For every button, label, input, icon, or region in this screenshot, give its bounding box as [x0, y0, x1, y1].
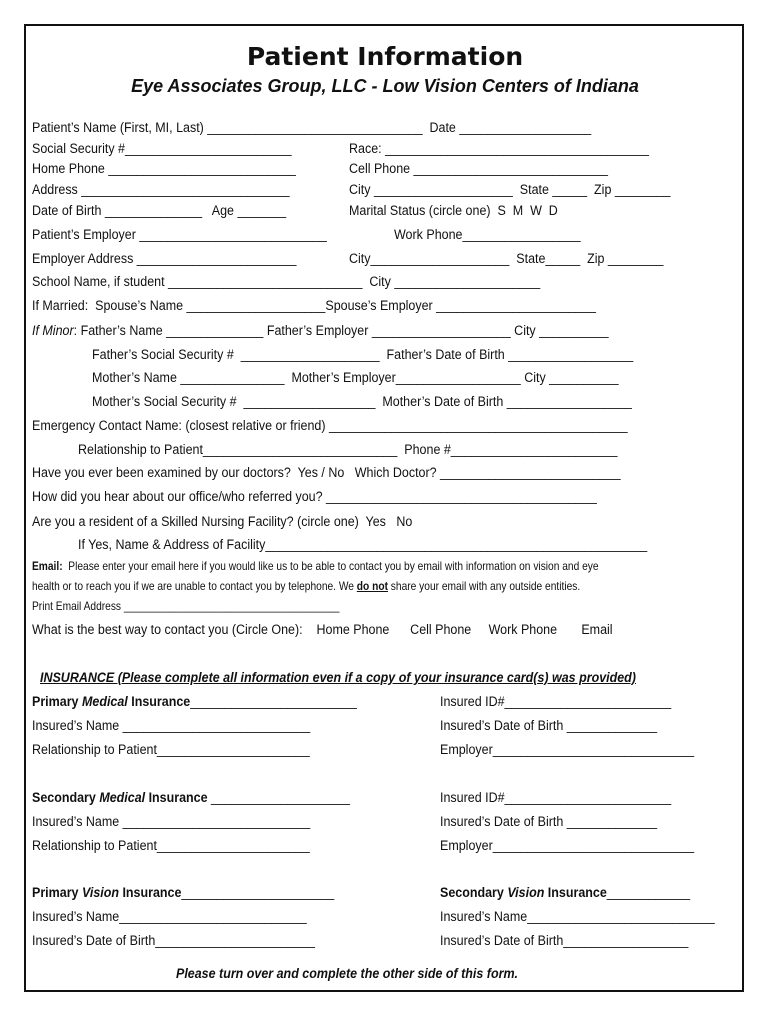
race-field[interactable]: Race: ______________________________________: [349, 141, 649, 157]
secondary-vision-suffix: Insurance: [544, 885, 607, 901]
primary-medical-insurance-field[interactable]: [32, 693, 357, 711]
insured-id-1-field[interactable]: Insured ID#________________________: [440, 694, 672, 710]
emergency-contact-field[interactable]: Emergency Contact Name: (closest relative or friend) ___________________________________________: [32, 418, 628, 434]
cell-phone-field[interactable]: Cell Phone ____________________________: [349, 161, 608, 177]
facility-field[interactable]: If Yes, Name & Address of Facility_______________________________________________________: [78, 537, 648, 553]
school-name-field[interactable]: School Name, if student ____________________________ City _____________________: [32, 274, 541, 290]
primary-vision-insurance-field[interactable]: [32, 884, 334, 902]
primary-medical-word: Medical: [81, 694, 128, 710]
mother-ssn-field[interactable]: Mother’s Social Security # ___________________ Mother’s Date of Birth __________________: [92, 394, 632, 410]
email-notice-line-2: [32, 578, 580, 596]
secondary-medical-prefix: Secondary: [32, 790, 100, 806]
insured-id-2-field[interactable]: Insured ID#________________________: [440, 790, 672, 806]
insured-dob-2-field[interactable]: Insured’s Date of Birth _____________: [440, 814, 658, 830]
insured-name-4-field[interactable]: Insured’s Name___________________________: [440, 909, 715, 925]
insured-dob-4-field[interactable]: Insured’s Date of Birth__________________: [440, 933, 689, 949]
footer-note: Please turn over and complete the other side of this form.: [176, 966, 519, 982]
patient-name-field[interactable]: Patient’s Name (First, MI, Last) _______________________________ Date ___________________: [32, 120, 592, 136]
secondary-medical-word: Medical: [99, 790, 146, 806]
email-label: Email:: [32, 560, 63, 573]
insured-name-2-field[interactable]: Insured’s Name ___________________________: [32, 814, 311, 830]
father-ssn-field[interactable]: Father’s Social Security # ____________________ Father’s Date of Birth __________________: [92, 347, 634, 363]
insured-name-3-field[interactable]: Insured’s Name___________________________: [32, 909, 307, 925]
father-name-field[interactable]: [32, 322, 609, 340]
email-notice-text-2a: health or to reach you if we are unable to contact you by telephone. We: [32, 580, 357, 593]
print-email-field[interactable]: Print Email Address ______________________________________: [32, 600, 340, 613]
snf-field[interactable]: Are you a resident of a Skilled Nursing Facility? (circle one) Yes No: [32, 514, 413, 530]
secondary-medical-blank: ____________________: [207, 790, 350, 806]
primary-vision-prefix: Primary: [32, 885, 82, 901]
insurance-header: INSURANCE (Please complete all information even if a copy of your insurance card(s) was provided): [40, 670, 636, 686]
examined-field[interactable]: Have you ever been examined by our doctors? Yes / No Which Doctor? __________________________: [32, 465, 621, 481]
email-notice-line-1: [32, 558, 599, 576]
spouse-field[interactable]: If Married: Spouse’s Name ____________________Spouse’s Employer _______________________: [32, 298, 596, 314]
father-name-text: : Father’s Name ______________ Father’s Employer ____________________ City __________: [73, 323, 609, 339]
email-do-not: do not: [356, 580, 388, 593]
email-notice-text-1: Please enter your email here if you would like us to be able to contact you by email with information on vision and eye: [62, 560, 599, 573]
email-notice-text-2b: share your email with any outside entities.: [387, 580, 581, 593]
patient-employer-field[interactable]: Patient’s Employer ___________________________: [32, 227, 327, 243]
secondary-vision-word: Vision: [507, 885, 545, 901]
emergency-relationship-field[interactable]: Relationship to Patient____________________________ Phone #________________________: [78, 442, 618, 458]
address-field[interactable]: Address ______________________________: [32, 182, 290, 198]
page-title: Patient Information: [246, 42, 524, 71]
mother-name-field[interactable]: Mother’s Name _______________ Mother’s Employer__________________ City __________: [92, 370, 619, 386]
insured-name-1-field[interactable]: Insured’s Name ___________________________: [32, 718, 311, 734]
relationship-1-field[interactable]: Relationship to Patient______________________: [32, 742, 310, 758]
insured-dob-1-field[interactable]: Insured’s Date of Birth _____________: [440, 718, 658, 734]
primary-medical-prefix: Primary: [32, 694, 82, 710]
primary-medical-blank: ________________________: [190, 694, 357, 710]
primary-vision-blank: ______________________: [181, 885, 335, 901]
ssn-field[interactable]: Social Security #________________________: [32, 141, 292, 157]
secondary-vision-insurance-field[interactable]: [440, 884, 690, 902]
secondary-medical-insurance-field[interactable]: [32, 789, 350, 807]
insured-dob-3-field[interactable]: Insured’s Date of Birth_______________________: [32, 933, 316, 949]
employer-address-field[interactable]: Employer Address _______________________: [32, 251, 297, 267]
referred-field[interactable]: How did you hear about our office/who referred you? _______________________________________: [32, 489, 597, 505]
primary-medical-suffix: Insurance: [127, 694, 191, 710]
employer-1-field[interactable]: Employer_____________________________: [440, 742, 695, 758]
contact-preference-field[interactable]: What is the best way to contact you (Circle One): Home Phone Cell Phone Work Phone Email: [32, 622, 613, 638]
secondary-vision-prefix: Secondary: [440, 885, 508, 901]
relationship-2-field[interactable]: Relationship to Patient______________________: [32, 838, 310, 854]
primary-vision-word: Vision: [81, 885, 119, 901]
work-phone-field[interactable]: Work Phone_________________: [394, 227, 581, 243]
employer-city-field[interactable]: City____________________ State_____ Zip ________: [349, 251, 664, 267]
home-phone-field[interactable]: Home Phone ___________________________: [32, 161, 296, 177]
marital-status-field[interactable]: Marital Status (circle one) S M W D: [349, 203, 558, 219]
secondary-vision-blank: ____________: [606, 885, 691, 901]
employer-2-field[interactable]: Employer_____________________________: [440, 838, 695, 854]
city-state-zip-field[interactable]: City ____________________ State _____ Zip ________: [349, 182, 671, 198]
secondary-medical-suffix: Insurance: [145, 790, 208, 806]
dob-age-field[interactable]: Date of Birth ______________ Age _______: [32, 203, 287, 219]
page-subtitle: Eye Associates Group, LLC - Low Vision Centers of Indiana: [131, 76, 639, 96]
minor-label: If Minor: [32, 323, 74, 339]
primary-vision-suffix: Insurance: [118, 885, 182, 901]
